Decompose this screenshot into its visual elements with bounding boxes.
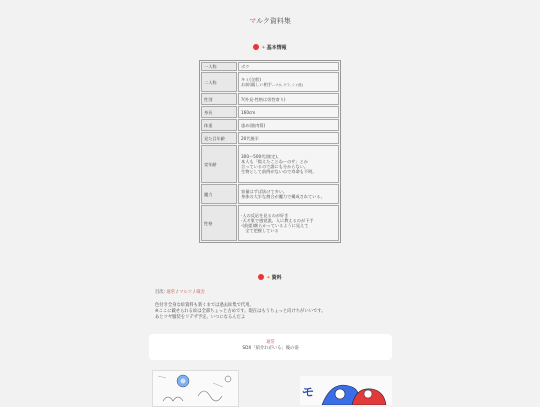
toc-link-normal[interactable]: 通常 (166, 290, 176, 295)
toc-separator: / (192, 290, 197, 295)
row-key: 実年齢 (201, 145, 237, 183)
row-key: 一人称 (201, 62, 237, 71)
value-line (241, 82, 336, 88)
value-line-small: …マホ, ゲラ, シャ他) (271, 82, 303, 87)
basic-info-heading (0, 44, 540, 51)
row-key: 性別 (201, 93, 237, 105)
value-line: 生物として前例がないので寿命も不明。 (241, 169, 317, 175)
table-row (201, 205, 339, 241)
row-value: ?(外見·性格は男性寄り) (238, 93, 339, 105)
toc-link-kurasha[interactable]: 蔵舎 (196, 290, 205, 295)
row-key: 魔力 (201, 184, 237, 204)
page-title (0, 16, 540, 26)
intro-line: ※ここに載せられる絵は全部ちょっと古めです。現在はもうちょっと向けちがいいです。 (155, 309, 326, 315)
row-key: 体重 (201, 119, 237, 131)
value-line: 300〜500代(推定)。 (241, 153, 282, 159)
mascot-drawing (300, 376, 392, 405)
value-line: 本人も「数えたことねーのサ」とか (241, 159, 309, 164)
mascot-illustration (300, 376, 392, 405)
value-line: 身体の大半な割合が魔力で構成されている。 (241, 194, 325, 200)
value-line: 容量はずば抜けて多い。 (241, 189, 288, 194)
row-key: 性格 (201, 205, 237, 241)
intro-text (155, 303, 395, 322)
row-value (238, 205, 339, 241)
page-title-accent: マ (249, 17, 257, 25)
note-title: 通常 (266, 340, 275, 345)
materials-heading-label: 資料 (271, 275, 282, 281)
table-row (201, 145, 339, 183)
toc-prefix: 目次: (155, 290, 167, 295)
row-value (238, 72, 339, 92)
page-title-rest: ルク資料集 (256, 17, 291, 25)
sparkle-icon: ✦ (266, 275, 271, 281)
pin-icon (258, 274, 264, 280)
basic-info-table (199, 60, 341, 243)
note-caption: SDX「紹介れがいる」後の姿 (242, 346, 299, 351)
sketch-illustration (152, 370, 239, 407)
row-value: 160cm (238, 106, 339, 118)
table-row (201, 184, 339, 204)
value-line-main: お前(親しい相手 (241, 81, 272, 87)
basic-info-heading-label: 基本情報 (266, 45, 287, 51)
row-value: ボク (238, 62, 339, 71)
row-key: 二人称 (201, 72, 237, 92)
toc-link-marutsu[interactable]: マルツ (179, 290, 193, 295)
row-key: 身長 (201, 106, 237, 118)
value-line: ·天才肌で感覚派。人に教えるのが下手 (241, 218, 314, 223)
value-line: キミ(全般) (241, 76, 262, 82)
row-key: 見た目年齢 (201, 132, 237, 144)
svg-text:モ: モ (302, 385, 315, 399)
table-row (201, 106, 339, 118)
value-line: ·(前提)敵らかっているように見えて (241, 223, 309, 229)
intro-line: 色付き全身な絵資料も新くまでは過去絵集で代用。 (155, 303, 254, 308)
materials-heading (0, 274, 540, 281)
toc-separator: / (175, 290, 180, 295)
row-value: 重め(筋肉質) (238, 119, 339, 131)
value-line: 全て把握している (241, 228, 279, 234)
section-note-card (149, 334, 392, 360)
row-value (238, 184, 339, 204)
row-value (238, 145, 339, 183)
value-line: ·人の反応を見るのが好き (241, 212, 289, 218)
value-line: 言っているので誰にも分からない。 (241, 164, 309, 170)
pin-icon (253, 44, 259, 50)
table-row (201, 93, 339, 105)
sketch-drawing (153, 371, 238, 406)
table-row (201, 72, 339, 92)
table-row (201, 62, 339, 71)
table-row (201, 132, 339, 144)
row-value: 20代後半 (238, 132, 339, 144)
sparkle-icon: ✦ (261, 45, 266, 51)
intro-line: あとツヤ服装をリデザ予定。いつになるんだよ (155, 315, 246, 321)
toc-line (155, 290, 395, 296)
table-row (201, 119, 339, 131)
